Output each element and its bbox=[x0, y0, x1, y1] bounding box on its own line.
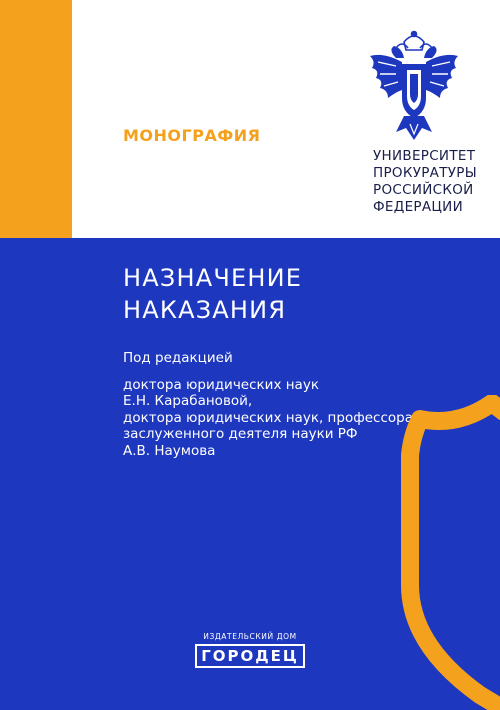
editors-line: доктора юридических наук, профессора, bbox=[123, 409, 418, 426]
orange-accent-bar bbox=[0, 0, 72, 238]
series-label: МОНОГРАФИЯ bbox=[123, 126, 261, 145]
editors-heading: Под редакцией bbox=[123, 350, 233, 366]
publisher-top-label: ИЗДАТЕЛЬСКИЙ ДОМ bbox=[203, 632, 297, 641]
editors-block bbox=[123, 350, 417, 459]
book-title bbox=[123, 262, 302, 326]
institution-line: УНИВЕРСИТЕТ bbox=[373, 148, 476, 164]
editors-line: заслуженного деятеля науки РФ bbox=[123, 426, 358, 442]
publisher-logo-icon bbox=[188, 632, 312, 668]
emblem-eagle-icon bbox=[366, 28, 462, 146]
title-line: НАЗНАЧЕНИЕ bbox=[123, 264, 303, 292]
institution-line: ПРОКУРАТУРЫ bbox=[373, 165, 477, 181]
editors-line: А.В. Наумова bbox=[123, 442, 216, 459]
editors-line: доктора юридических наук bbox=[123, 376, 319, 393]
shield-outline-icon bbox=[380, 395, 500, 710]
institution-name bbox=[373, 148, 477, 216]
editors-line: Е.Н. Карабановой, bbox=[123, 393, 253, 409]
institution-line: РОССИЙСКОЙ bbox=[373, 182, 474, 198]
publisher-name: ГОРОДЕЦ bbox=[195, 644, 305, 668]
title-line: НАКАЗАНИЯ bbox=[123, 296, 287, 324]
institution-line: ФЕДЕРАЦИИ bbox=[373, 199, 463, 215]
